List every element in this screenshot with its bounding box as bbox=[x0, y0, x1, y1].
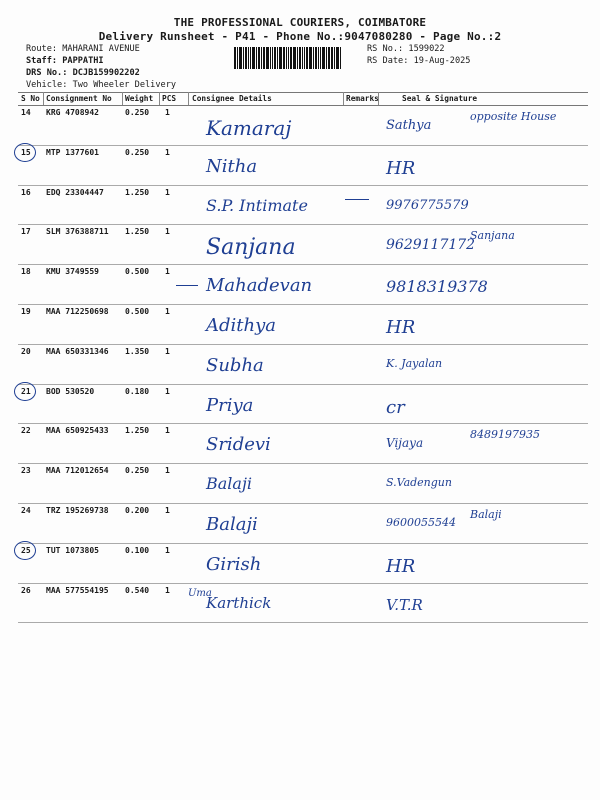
cell-weight: 1.350 bbox=[125, 346, 150, 356]
cell-weight: 0.100 bbox=[125, 545, 150, 555]
consignee-handwriting: Nitha bbox=[206, 155, 258, 177]
row-divider bbox=[18, 463, 588, 464]
cell-weight: 1.250 bbox=[125, 187, 150, 197]
cell-weight: 0.500 bbox=[125, 307, 150, 316]
col-seal: Seal & Signature bbox=[402, 94, 478, 103]
cell-consignment: SLM 376388711 bbox=[46, 227, 109, 237]
cell-pcs: 1 bbox=[165, 585, 170, 595]
cell-sno: 23 bbox=[21, 466, 31, 476]
cell-pcs: 1 bbox=[165, 187, 170, 197]
col-consignment: Consignment No bbox=[46, 94, 112, 103]
cell-sno: 18 bbox=[21, 267, 31, 277]
circled-serial-mark bbox=[14, 143, 36, 162]
cell-pcs: 1 bbox=[165, 307, 170, 316]
company-title: THE PROFESSIONAL COURIERS, COIMBATORE bbox=[173, 16, 427, 29]
header-rule bbox=[18, 105, 588, 106]
cell-weight: 0.250 bbox=[125, 108, 150, 117]
row26-prefix-note: Uma bbox=[188, 588, 212, 599]
cell-sno: 16 bbox=[21, 187, 31, 197]
row-divider bbox=[18, 264, 588, 265]
cell-sno: 17 bbox=[21, 227, 31, 237]
cell-consignment: MAA 650331346 bbox=[46, 346, 109, 356]
row-divider bbox=[18, 185, 588, 186]
cell-pcs: 1 bbox=[165, 386, 170, 396]
col-divider bbox=[378, 92, 379, 105]
consignee-handwriting: Balaji bbox=[206, 474, 253, 494]
staff-field: Staff: PAPPATHI bbox=[26, 56, 104, 66]
cell-sno: 24 bbox=[21, 506, 31, 515]
consignee-handwriting: Girish bbox=[206, 553, 262, 575]
cell-consignment: KMU 3749559 bbox=[46, 267, 99, 277]
cell-weight: 0.250 bbox=[125, 147, 150, 157]
signature-note: Balaji bbox=[470, 508, 502, 521]
cell-weight: 1.250 bbox=[125, 227, 150, 237]
signature-note: opposite House bbox=[470, 110, 557, 123]
circled-serial-mark bbox=[14, 382, 36, 401]
row-divider bbox=[18, 543, 588, 544]
cell-pcs: 1 bbox=[165, 426, 170, 436]
drs-field: DRS No.: DCJB159902202 bbox=[26, 68, 140, 78]
signature-handwriting: K. Jayalan bbox=[386, 356, 443, 370]
cell-pcs: 1 bbox=[165, 346, 170, 356]
cell-consignment: MAA 650925433 bbox=[46, 426, 109, 436]
cell-weight: 0.200 bbox=[125, 506, 150, 515]
signature-note: Sanjana bbox=[470, 229, 515, 243]
signature-handwriting: Sathya bbox=[386, 118, 432, 133]
cell-pcs: 1 bbox=[165, 267, 170, 277]
cell-weight: 1.250 bbox=[125, 426, 150, 436]
consignee-handwriting: Subha bbox=[206, 354, 264, 376]
row-divider bbox=[18, 344, 588, 345]
rs-number-field: RS No.: 1599022 bbox=[367, 44, 445, 54]
cell-consignment: MTP 1377601 bbox=[46, 147, 99, 157]
signature-handwriting: S.Vadengun bbox=[386, 476, 452, 490]
col-pcs: PCS bbox=[162, 94, 177, 103]
runsheet-table bbox=[18, 92, 588, 633]
cell-pcs: 1 bbox=[165, 545, 170, 555]
col-sno: S No bbox=[21, 94, 40, 103]
row-divider bbox=[18, 503, 588, 504]
rs-date-field: RS Date: 19-Aug-2025 bbox=[367, 56, 471, 66]
col-divider bbox=[188, 92, 189, 105]
cell-sno: 25 bbox=[21, 545, 31, 555]
cell-consignment: KRG 4708942 bbox=[46, 108, 99, 117]
row-divider bbox=[18, 423, 588, 424]
cell-weight: 0.540 bbox=[125, 585, 150, 595]
signature-handwriting: Vijaya bbox=[386, 436, 424, 451]
consignee-handwriting: Adithya bbox=[206, 315, 277, 336]
handwritten-dash bbox=[345, 199, 369, 200]
signature-handwriting: HR bbox=[386, 555, 416, 577]
col-divider bbox=[159, 92, 160, 105]
row-divider bbox=[18, 622, 588, 623]
row-divider bbox=[18, 583, 588, 584]
cell-sno: 22 bbox=[21, 426, 31, 436]
cell-pcs: 1 bbox=[165, 466, 170, 476]
handwritten-dash bbox=[176, 285, 198, 286]
signature-handwriting: HR bbox=[386, 157, 416, 179]
signature-handwriting: 9629117172 bbox=[386, 237, 476, 254]
col-consignee: Consignee Details bbox=[192, 94, 272, 103]
row-divider bbox=[18, 145, 588, 146]
cell-weight: 0.180 bbox=[125, 386, 150, 396]
consignee-handwriting: S.P. Intimate bbox=[206, 195, 308, 215]
barcode-image bbox=[234, 47, 360, 69]
cell-pcs: 1 bbox=[165, 227, 170, 237]
signature-handwriting: HR bbox=[386, 317, 416, 338]
cell-consignment: MAA 577554195 bbox=[46, 585, 109, 595]
signature-handwriting: cr bbox=[386, 396, 405, 418]
circled-serial-mark bbox=[14, 541, 36, 560]
consignee-handwriting: Sridevi bbox=[206, 434, 271, 456]
consignee-handwriting: Karthick bbox=[206, 593, 272, 612]
row-divider bbox=[18, 304, 588, 305]
runsheet-subtitle: Delivery Runsheet - P41 - Phone No.:9047080280 - Page No.:2 bbox=[98, 30, 502, 43]
cell-sno: 19 bbox=[21, 307, 31, 316]
signature-handwriting: 9600055544 bbox=[386, 516, 456, 529]
consignee-handwriting: Balaji bbox=[206, 514, 258, 535]
col-remarks: Remarks bbox=[346, 94, 379, 103]
row-divider bbox=[18, 224, 588, 225]
consignee-handwriting: Priya bbox=[206, 394, 254, 416]
cell-consignment: EDQ 23304447 bbox=[46, 187, 104, 197]
cell-sno: 15 bbox=[21, 147, 31, 157]
consignee-handwriting: Mahadevan bbox=[206, 275, 313, 297]
cell-weight: 0.250 bbox=[125, 466, 150, 476]
row-divider bbox=[18, 384, 588, 385]
signature-handwriting: V.T.R bbox=[386, 595, 423, 614]
consignee-handwriting: Kamaraj bbox=[206, 116, 292, 140]
route-field: Route: MAHARANI AVENUE bbox=[26, 44, 140, 54]
cell-consignment: MAA 712012654 bbox=[46, 466, 109, 476]
cell-pcs: 1 bbox=[165, 108, 170, 117]
cell-sno: 20 bbox=[21, 346, 31, 356]
cell-weight: 0.500 bbox=[125, 267, 150, 277]
cell-sno: 26 bbox=[21, 585, 31, 595]
consignee-handwriting: Sanjana bbox=[206, 235, 296, 261]
col-divider bbox=[343, 92, 344, 105]
col-divider bbox=[43, 92, 44, 105]
signature-note: 8489197935 bbox=[470, 428, 540, 442]
cell-sno: 21 bbox=[21, 386, 31, 396]
col-weight: Weight bbox=[125, 94, 154, 103]
vehicle-field: Vehicle: Two Wheeler Delivery bbox=[26, 80, 177, 90]
cell-consignment: MAA 712250698 bbox=[46, 307, 109, 316]
signature-handwriting: 9976775579 bbox=[386, 197, 469, 213]
cell-consignment: TUT 1073805 bbox=[46, 545, 99, 555]
cell-pcs: 1 bbox=[165, 147, 170, 157]
cell-consignment: BOD 530520 bbox=[46, 386, 95, 396]
cell-pcs: 1 bbox=[165, 506, 170, 515]
col-divider bbox=[122, 92, 123, 105]
cell-consignment: TRZ 195269738 bbox=[46, 506, 109, 515]
signature-handwriting: 9818319378 bbox=[386, 277, 488, 297]
cell-sno: 14 bbox=[21, 108, 31, 117]
